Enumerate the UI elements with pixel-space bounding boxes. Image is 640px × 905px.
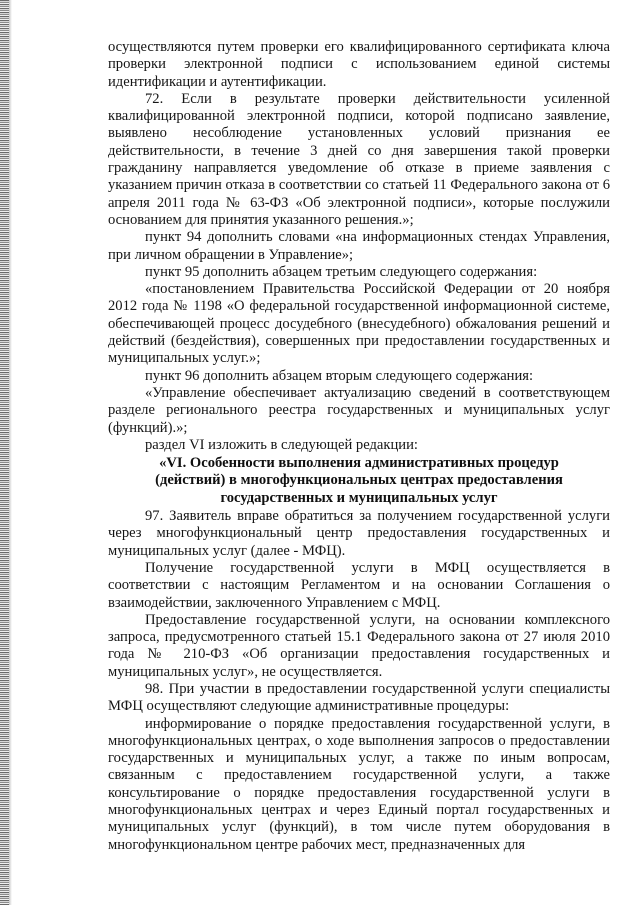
- paragraphs-before-heading: [108, 39, 610, 454]
- paragraph: пункт 96 дополнить абзацем вторым следующего содержания:: [145, 367, 534, 384]
- section-heading-line-3: государственных и муниципальных услуг: [220, 489, 498, 506]
- section-heading: [108, 455, 610, 507]
- paragraph: «постановлением Правительства Российской Федерации от 20 ноября 2012 года № 1198 «О федеральной государственной информационной системе, обеспечивающей процесс досудебного (внесудебного) обжалования решений и действий (бездействия), совершенных при предоставлении государственных и муниципальных услуг.»;: [108, 281, 610, 367]
- paragraph: информирование о порядке предоставления государственной услуги, в многофункциональных центрах, о ходе выполнения запросов о предоставлении государственных и муниципальных услуг, а также по иным вопросам, связанным с предоставлением государственной услуги, а также консультирование о порядке предоставления государственной услуги в многофункциональных центрах и через Единый портал государственных и муниципальных услуг (функций), в том числе путем оборудования в многофункциональном центре рабочих мест, предназначенных для: [108, 715, 610, 853]
- paragraph: пункт 94 дополнить словами «на информационных стендах Управления, при личном обращении в Управление»;: [108, 229, 610, 263]
- paragraphs-after-heading: [108, 508, 610, 854]
- scan-binding-edge: [0, 0, 9, 905]
- section-heading-line-1: «VI. Особенности выполнения административных процедур: [159, 455, 559, 472]
- paragraph: 97. Заявитель вправе обратиться за получением государственной услуги через многофункциональный центр предоставления государственных и муниципальных услуг (далее - МФЦ).: [108, 508, 610, 559]
- paragraph: Предоставление государственной услуги, на основании комплексного запроса, предусмотренного статьей 15.1 Федерального закона от 27 июля 2010 года № 210-ФЗ «Об организации предоставления государственных и муниципальных услуг», не осуществляется.: [108, 611, 610, 680]
- section-heading-line-2: (действий) в многофункциональных центрах предоставления: [155, 472, 563, 489]
- paragraph: Получение государственной услуги в МФЦ осуществляется в соответствии с настоящим Регламентом и на основании Соглашения о взаимодействии, заключенного Управлением с МФЦ.: [108, 559, 610, 611]
- paragraph: пункт 95 дополнить абзацем третьим следующего содержания:: [145, 263, 538, 280]
- paragraph: «Управление обеспечивает актуализацию сведений в соответствующем разделе регионального реестра государственных и муниципальных услуг (функций).»;: [108, 384, 610, 436]
- paragraph: раздел VI изложить в следующей редакции:: [145, 436, 418, 453]
- document-page: [108, 39, 610, 854]
- paragraph: 72. Если в результате проверки действительности усиленной квалифицированной электронной подписи, которой подписано заявление, выявлено несоблюдение установленных условий признания ее действительности, в течение 3 дней со дня завершения такой проверки гражданину направляется уведомление об отказе в приеме заявления с указанием причин отказа в соответствии со статьей 11 Федерального закона от 6 апреля 2011 года № 63-ФЗ «Об электронной подписи», которые послужили основанием для принятия указанного решения.»;: [108, 90, 610, 228]
- paragraph: осуществляются путем проверки его квалифицированного сертификата ключа проверки электронной подписи с использованием единой системы идентификации и аутентификации.: [108, 39, 610, 90]
- paragraph: 98. При участии в предоставлении государственной услуги специалисты МФЦ осуществляют следующие административные процедуры:: [108, 680, 610, 715]
